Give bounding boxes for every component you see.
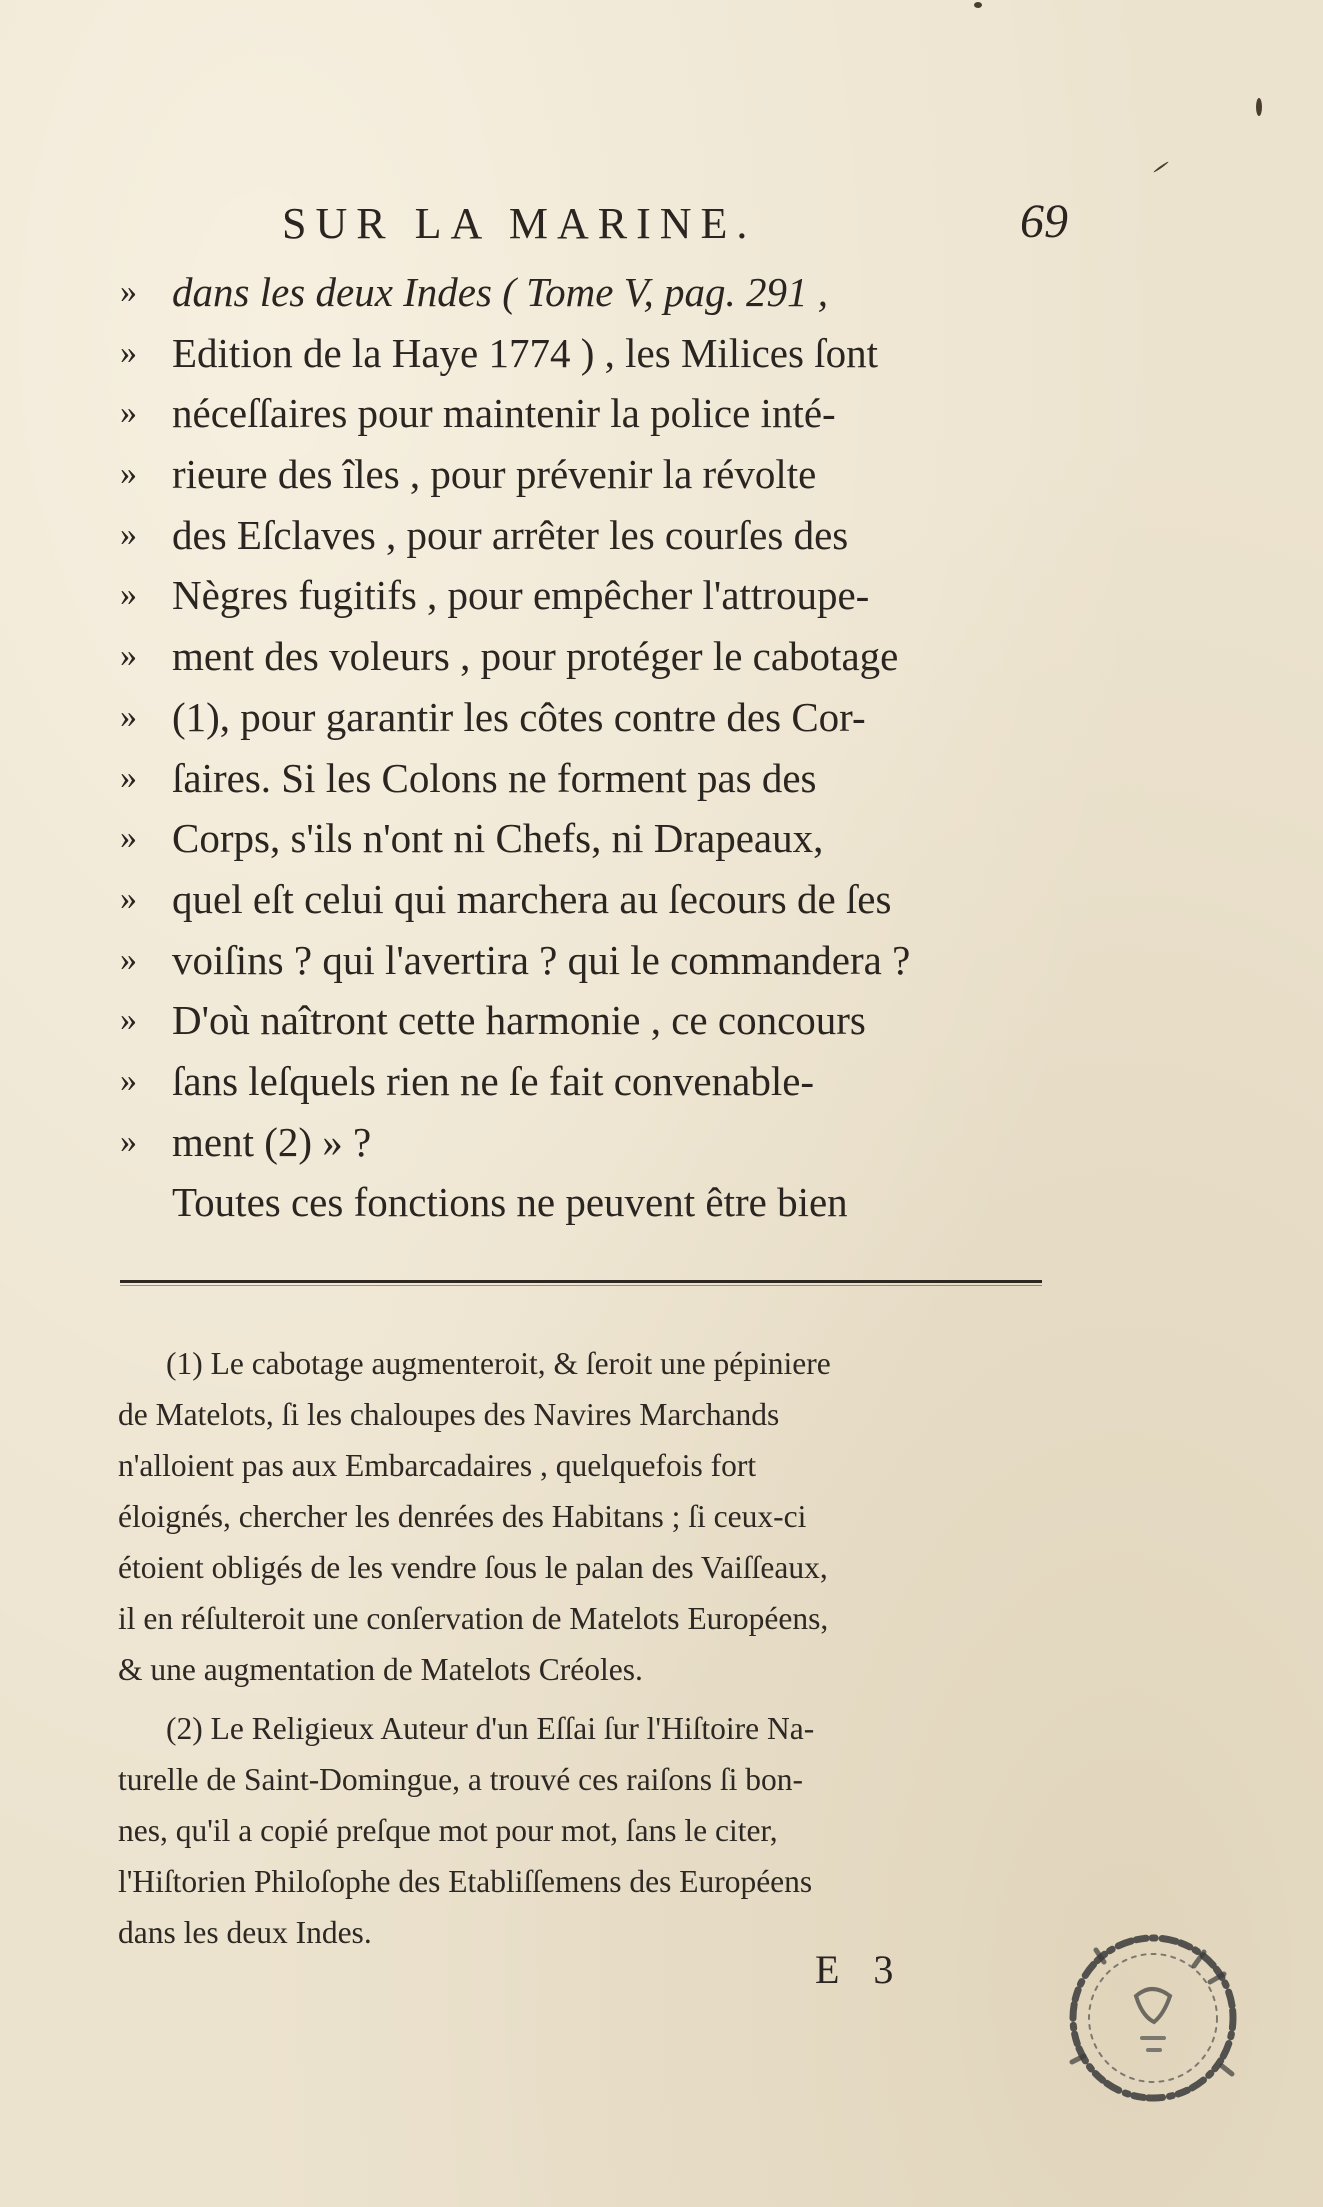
library-stamp (1044, 1906, 1262, 2124)
line-text: Edition de la Haye 1774 ) , les Milices ſont (172, 329, 878, 376)
ink-speck (1256, 98, 1262, 116)
quote-mark: » (120, 394, 137, 432)
text-line (120, 383, 1060, 444)
ink-speck (974, 2, 982, 8)
quote-mark: » (120, 1001, 137, 1039)
footnotes (118, 1338, 1058, 1958)
ink-speck (1153, 161, 1169, 173)
text-line (120, 1051, 1060, 1112)
quote-mark: » (120, 515, 137, 553)
quote-mark: » (120, 455, 137, 493)
footnote-gap (118, 1695, 1058, 1703)
quote-mark: » (120, 1122, 137, 1160)
page-header (282, 195, 1068, 254)
quote-mark: » (120, 819, 137, 857)
footnote-line: dans les deux Indes. (118, 1915, 372, 1950)
line-text: néceſſaires pour maintenir la police inté- (172, 390, 836, 437)
line-text: Toutes ces fonctions ne peuvent être bien (172, 1179, 848, 1226)
main-text (120, 262, 1060, 1233)
text-line (120, 323, 1060, 384)
text-line (120, 808, 1060, 869)
footnote-line: éloignés, chercher les denrées des Habitans ; ſi ceux-ci (118, 1499, 807, 1534)
text-line (120, 869, 1060, 930)
line-text: ſans leſquels rien ne ſe fait convenable- (172, 1057, 815, 1104)
quote-mark: » (120, 273, 137, 310)
footnote-line: n'alloient pas aux Embarcadaires , quelquefois fort (118, 1448, 757, 1483)
line-text: D'où naîtront cette harmonie , ce concours (172, 997, 866, 1044)
footnote-line: turelle de Saint-Domingue, a trouvé ces raiſons ſi bon- (118, 1762, 803, 1797)
text-line (120, 687, 1060, 748)
quote-mark: » (120, 940, 137, 978)
footnote-line: l'Hiſtorien Philoſophe des Etabliſſemens des Européens (118, 1864, 813, 1899)
text-line (120, 1172, 1060, 1233)
running-head: SUR LA MARINE. (282, 199, 757, 248)
quote-mark: » (120, 576, 137, 614)
footnote-line: nes, qu'il a copié preſque mot pour mot, ſans le citer, (118, 1813, 778, 1848)
text-line (120, 505, 1060, 566)
line-text: voiſins ? qui l'avertira ? qui le commandera ? (172, 936, 911, 983)
footnote-rule (120, 1280, 1042, 1283)
quote-mark: » (120, 637, 137, 675)
footnote-line: (2) Le Religieux Auteur d'un Eſſai ſur l'Hiſtoire Na- (166, 1711, 815, 1746)
line-text: Nègres fugitifs , pour empêcher l'attroupe- (172, 572, 870, 619)
text-line (120, 262, 1060, 323)
text-line (120, 565, 1060, 626)
line-text: quel eſt celui qui marchera au ſecours de ſes (172, 875, 892, 922)
text-line (120, 444, 1060, 505)
page-number: 69 (1020, 195, 1068, 248)
quote-mark: » (120, 758, 137, 796)
text-line (120, 626, 1060, 687)
footnote-line: il en réſulteroit une conſervation de Matelots Européens, (118, 1601, 829, 1636)
footnote-rule-shadow (120, 1285, 1042, 1286)
line-text: ment des voleurs , pour protéger le cabotage (172, 633, 899, 680)
footnote-line: de Matelots, ſi les chaloupes des Navires Marchands (118, 1397, 780, 1432)
text-line (120, 1112, 1060, 1173)
footnote-line: étoient obligés de les vendre ſous le palan des Vaiſſeaux, (118, 1550, 828, 1585)
text-line (120, 930, 1060, 991)
line-text: rieure des îles , pour prévenir la révolte (172, 451, 817, 498)
line-text: ment (2) » ? (172, 1118, 372, 1165)
line-text: (1), pour garantir les côtes contre des Cor- (172, 693, 866, 740)
line-text: dans les deux Indes ( Tome V, pag. 291 , (172, 269, 828, 315)
text-line (120, 748, 1060, 809)
line-text: ſaires. Si les Colons ne forment pas des (172, 754, 817, 801)
quote-mark: » (120, 333, 137, 371)
signature-mark: E 3 (815, 1947, 906, 1992)
quote-mark: » (120, 697, 137, 735)
line-text: Corps, s'ils n'ont ni Chefs, ni Drapeaux, (172, 815, 824, 862)
line-text: des Eſclaves , pour arrêter les courſes des (172, 511, 849, 558)
text-line (120, 990, 1060, 1051)
quote-mark: » (120, 1061, 137, 1099)
quote-mark: » (120, 879, 137, 917)
footnote-line: & une augmentation de Matelots Créoles. (118, 1652, 643, 1687)
footnote-line: (1) Le cabotage augmenteroit, & ſeroit une pépiniere (166, 1346, 831, 1381)
